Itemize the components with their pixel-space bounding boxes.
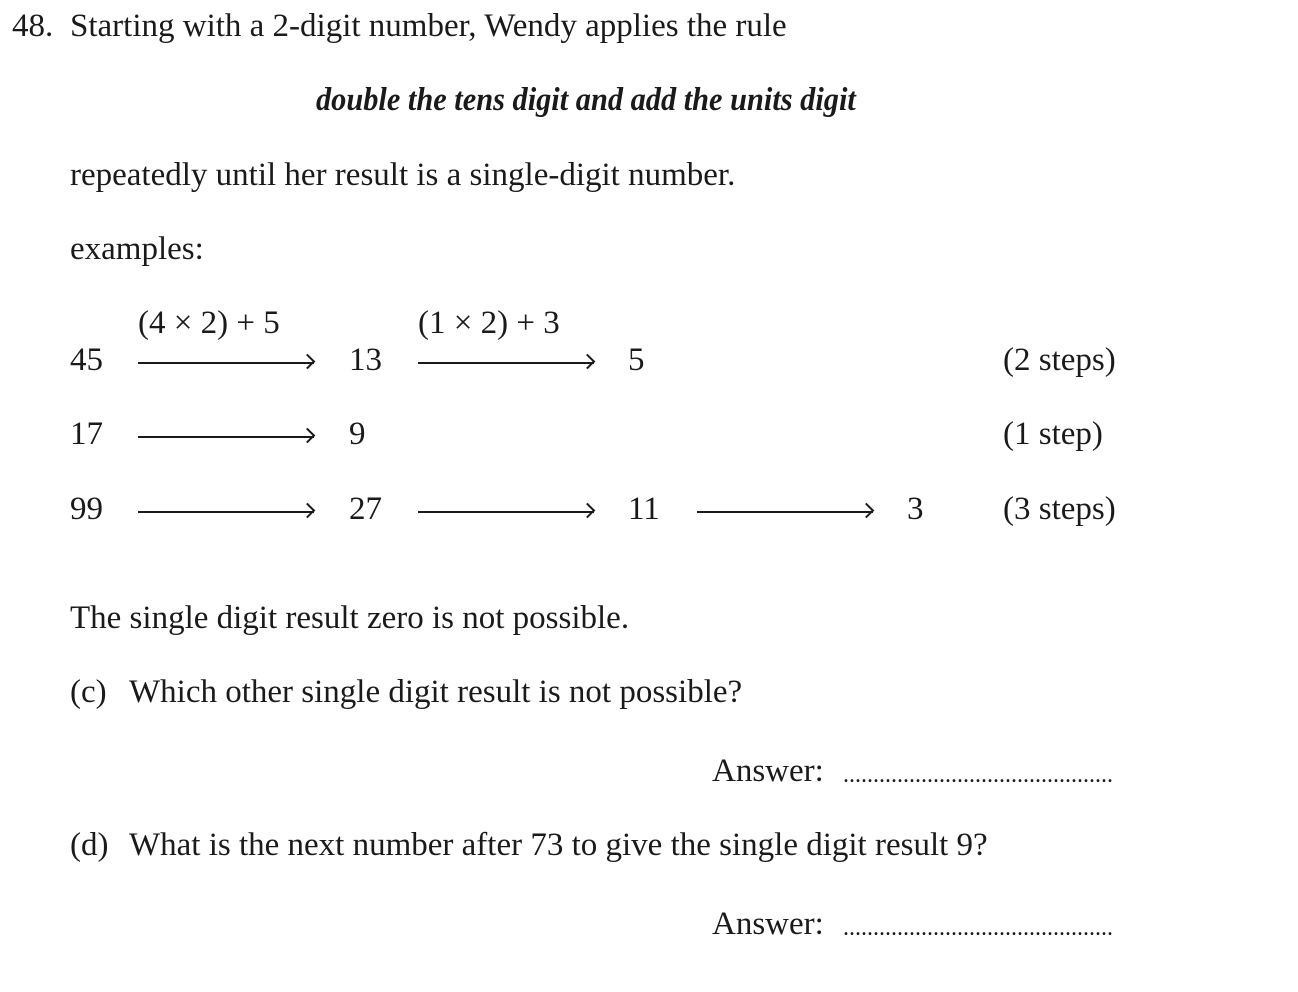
arrow-label: (4 × 2) + 5 (138, 305, 280, 341)
chain-value: 17 (70, 416, 103, 452)
question-intro: Starting with a 2-digit number, Wendy applies the rule (70, 8, 787, 44)
question-continuation: repeatedly until her result is a single-digit number. (70, 157, 736, 193)
part-question: What is the next number after 73 to give the single digit result 9? (129, 827, 988, 863)
chain-value: 45 (70, 342, 103, 378)
note-text: The single digit result zero is not possible. (70, 600, 630, 636)
chain-value: 11 (628, 491, 660, 527)
right-arrow-icon (418, 362, 594, 364)
right-arrow-icon (697, 511, 873, 513)
examples-label: examples: (70, 231, 204, 267)
step-count: (2 steps) (1003, 342, 1116, 378)
chain-value: 3 (907, 491, 924, 527)
chain-value: 5 (628, 342, 645, 378)
chain-value: 9 (349, 416, 366, 452)
chain-value: 13 (349, 342, 382, 378)
right-arrow-icon (418, 511, 594, 513)
answer-label: Answer: (712, 753, 824, 789)
answer-label: Answer: (712, 906, 824, 942)
answer-field[interactable]: ............................................. (843, 762, 1113, 788)
answer-field[interactable]: ............................................. (843, 915, 1113, 941)
right-arrow-icon (138, 511, 314, 513)
part-label: (d) (70, 827, 109, 863)
chain-value: 99 (70, 491, 103, 527)
right-arrow-icon (138, 362, 314, 364)
rule-statement: double the tens digit and add the units digit (316, 82, 856, 118)
step-count: (1 step) (1003, 416, 1103, 452)
step-count: (3 steps) (1003, 491, 1116, 527)
chain-value: 27 (349, 491, 382, 527)
question-number: 48. (12, 8, 54, 44)
right-arrow-icon (138, 436, 314, 438)
part-label: (c) (70, 674, 107, 710)
part-question: Which other single digit result is not possible? (129, 674, 743, 710)
arrow-label: (1 × 2) + 3 (418, 305, 560, 341)
